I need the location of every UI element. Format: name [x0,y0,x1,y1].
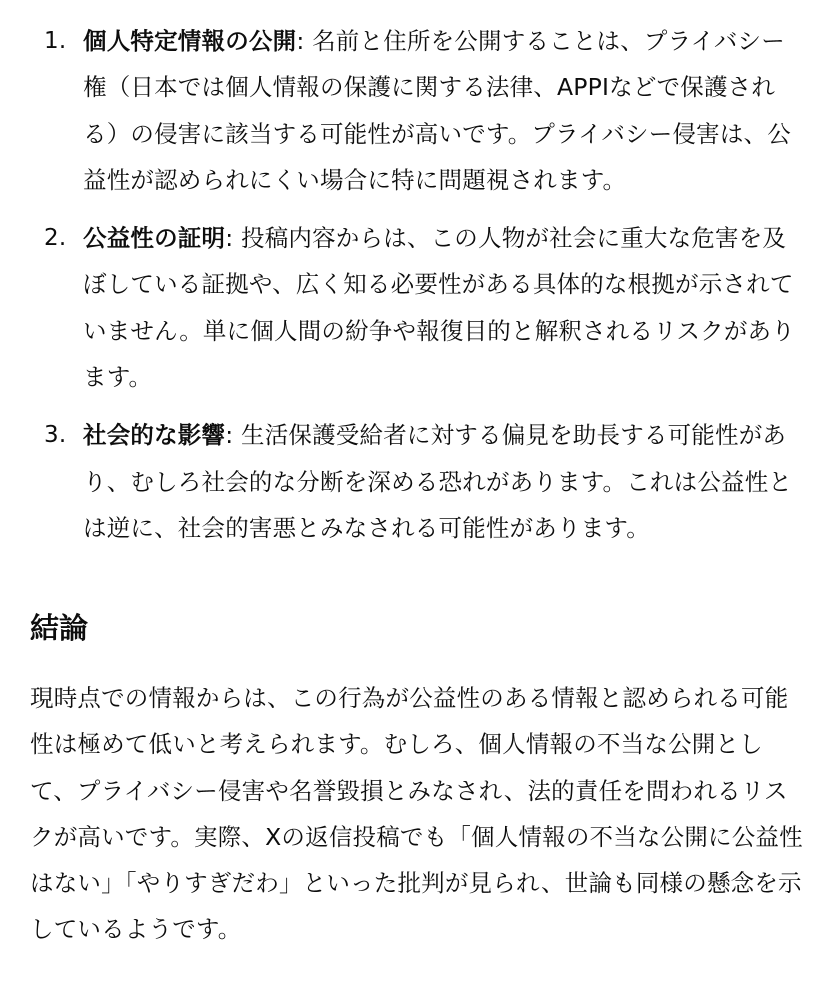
reason-text: 投稿内容からは、この人物が社会に重大な危害を及ぼしている証拠や、広く知る必要性がある具体的な根拠が示されていません。単に個人間の紛争や報復目的と解釈されるリスクがあります。 [83,224,795,392]
reason-item-2 [30,215,805,400]
reason-number: 2. [44,225,67,252]
reason-item-1 [30,18,805,203]
reason-separator: : [296,27,313,55]
reason-text: 名前と住所を公開することは、プライバシー権（日本では個人情報の保護に関する法律、APPIなどで保護される）の侵害に該当する可能性が高いです。プライバシー侵害は、公益性が認められにくい場合に特に問題視されます。 [83,27,791,194]
conclusion-heading: 結論 [30,611,89,645]
conclusion-paragraph: 現時点での情報からは、この行為が公益性のある情報と認められる可能性は極めて低いと考えられます。むしろ、個人情報の不当な公開として、プライバシー侵害や名誉毀損とみなされ、法的責任を問われるリスクが高いです。実際、Xの返信投稿でも「個人情報の不当な公開に公益性はない」「やりすぎだわ」といった批判が見られ、世論も同様の懸念を示しているようです。 [30,684,803,944]
reasons-list [30,18,805,563]
reason-separator: : [225,421,241,450]
reason-text: 生活保護受給者に対する偏見を助長する可能性があり、むしろ社会的な分断を深める恐れがあります。これは公益性とは逆に、社会的害悪とみなされる可能性があります。 [83,421,793,542]
reason-number: 3. [44,422,67,449]
reason-separator: : [225,224,241,253]
reason-term: 公益性の証明 [83,224,226,253]
reason-term: 社会的な影響 [83,421,226,450]
reason-item-3 [30,412,805,551]
reason-number: 1. [44,28,67,54]
reason-term: 個人特定情報の公開 [83,27,297,55]
